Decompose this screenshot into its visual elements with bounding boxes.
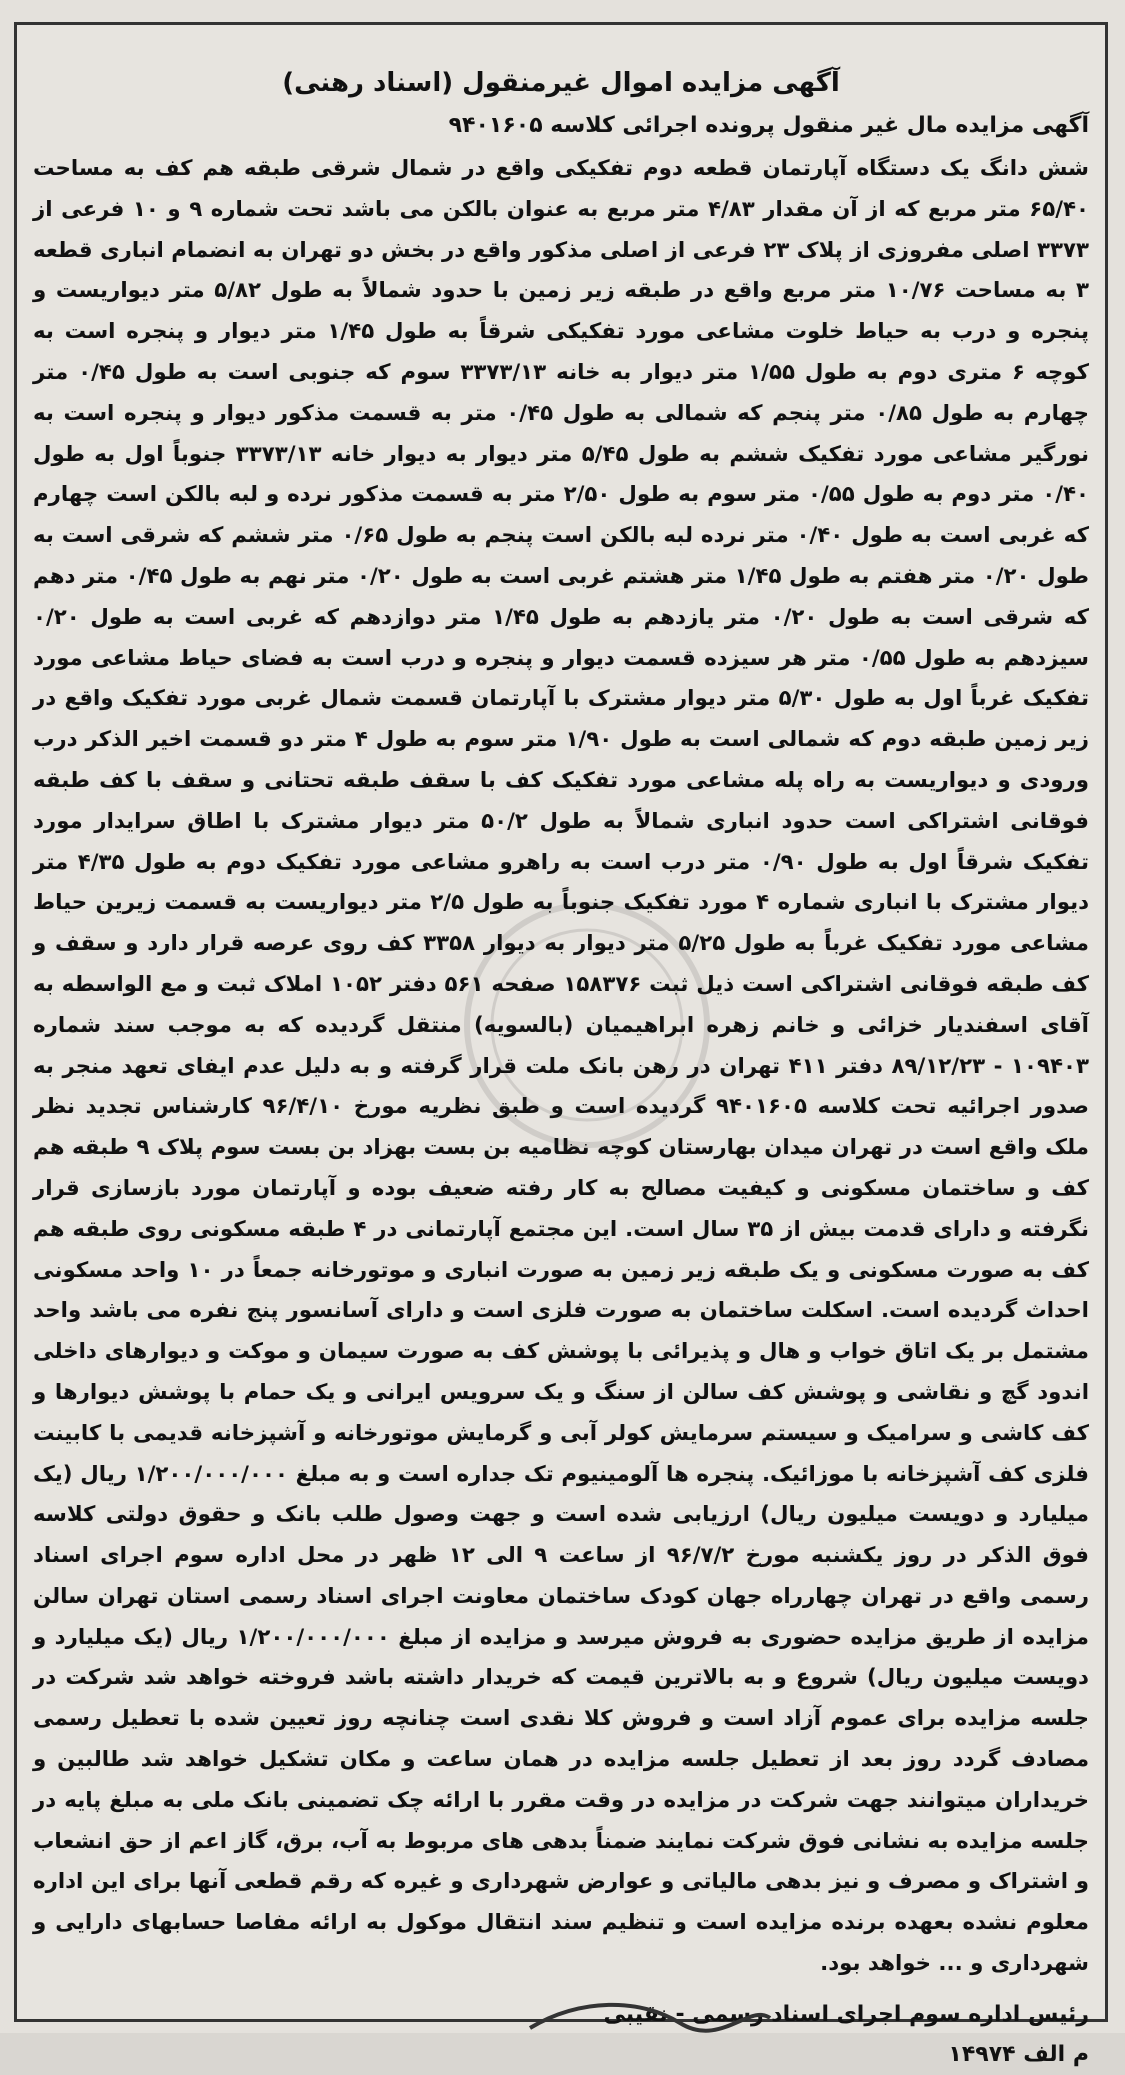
notice-body: شش دانگ یک دستگاه آپارتمان قطعه دوم تفکیکی واقع در شمال شرقی طبقه هم کف به مساحت ۶۵/۴۰ متر مربع که از آن مقدار ۴/۸۳ متر مربع به عنوان بالکن می باشد تحت شماره ۹ و ۱۰ فرعی از ۳۳۷۳ اصلی مفروزی از پلاک ۲۳ فرعی از اصلی مذکور واقع در بخش دو تهران به انضمام انباری قطعه ۳ به مساحت ۱۰/۷۶ متر مربع واقع در طبقه زیر زمین با حدود شمالاً به طول ۵/۸۲ متر دیواریست و پنجره و درب به حیاط خلوت مشاعی مورد تفکیکی شرقاً به طول ۱/۴۵ متر دیوار و پنجره است به کوچه ۶ متری دوم به طول ۱/۵۵ متر دیوار به خانه ۳۳۷۳/۱۳ سوم که جنوبی است به طول ۰/۴۵ متر چهارم به طول ۰/۸۵ متر پنجم که شمالی به طول ۰/۴۵ متر به قسمت مذکور دیوار و پنجره است به نورگیر مشاعی مورد تفکیک ششم به طول ۵/۴۵ متر دیوار به دیوار خانه ۳۳۷۳/۱۳ جنوباً اول به طول ۰/۴۰ متر دوم به طول ۰/۵۵ متر سوم به طول ۲/۵۰ متر به قسمت مذکور نرده و لبه بالکن است چهارم که غربی است به طول ۰/۴۰ متر نرده لبه بالکن است پنجم به طول ۰/۶۵ متر ششم که شرقی است به طول ۰/۲۰ متر هفتم به طول ۱/۴۵ متر هشتم غربی است به طول ۰/۲۰ متر نهم به طول ۰/۴۵ متر دهم که شرقی است به طول ۰/۲۰ متر یازدهم به طول ۱/۴۵ متر دوازدهم که غربی است به طول ۰/۲۰ سیزدهم به طول ۰/۵۵ متر هر سیزده قسمت دیوار و پنجره و درب است به فضای حیاط مشاعی مورد تفکیک غرباً اول به طول ۵/۳۰ متر دیوار مشترک با آپارتمان قسمت شمال غربی مورد تفکیک واقع در زیر زمین طبقه دوم که شمالی است به طول ۱/۹۰ متر سوم به طول ۴ متر دو قسمت اخیر الذکر درب ورودی و دیواریست به راه پله مشاعی مورد تفکیک کف با سقف طبقه تحتانی و سقف با کف طبقه فوقانی اشتراکی است حدود انباری شمالاً به طول ۵۰/۲ متر دیوار مشترک با اطاق سرایدار مورد تفکیک شرقاً اول به طول ۰/۹۰ متر درب است به راهرو مشاعی مورد تفکیک دوم به طول ۴/۳۵ متر دیوار مشترک با انباری شماره ۴ مورد تفکیک جنوباً به طول ۲/۵ متر دیواریست به قسمت زیرین حیاط مشاعی مورد تفکیک غرباً به طول ۵/۲۵ متر دیوار به دیوار ۳۳۵۸ کف روی عرصه قرار دارد و سقف و کف طبقه فوقانی اشتراکی است ذیل ثبت ۱۵۸۳۷۶ صفحه ۵۶۱ دفتر ۱۰۵۲ املاک ثبت و مع الواسطه به آقای اسفندیار خزائی و خانم زهره ابراهیمیان (بالسویه) منتقل گردیده که به موجب سند شماره ۱۰۹۴۰۳ - ۸۹/۱۲/۲۳ دفتر ۴۱۱ تهران در رهن بانک ملت قرار گرفته و به دلیل عدم ایفای تعهد منجر به صدور اجرائیه تحت کلاسه ۹۴۰۱۶۰۵ گردیده است و طبق نظریه مورخ ۹۶/۴/۱۰ کارشناس تجدید نظر ملک واقع است در تهران میدان بهارستان کوچه نظامیه بن بست بهزاد بن بست سوم پلاک ۹ طبقه هم کف و ساختمان مسکونی و کیفیت مصالح به کار رفته ضعیف بوده و آپارتمان مورد بازسازی قرار نگرفته و دارای قدمت بیش از ۳۵ سال است. این مجتمع آپارتمانی در ۴ طبقه مسکونی روی طبقه هم کف به صورت مسکونی و یک طبقه زیر زمین به صورت انباری و موتورخانه جمعاً در ۱۰ واحد مسکونی احداث گردیده است. اسکلت ساختمان به صورت فلزی است و دارای آسانسور پنج نفره می باشد واحد مشتمل بر یک اتاق خواب و هال و پذیرائی با پوشش کف به صورت سیمان و موکت و دیوارهای داخلی اندود گچ و نقاشی و پوشش کف سالن از سنگ و یک سرویس ایرانی و یک حمام با پوشش دیوارها و کف کاشی و سرامیک و سیستم سرمایش کولر آبی و گرمایش موتورخانه و آشپزخانه قدیمی با کابینت فلزی کف آشپزخانه با موزائیک. پنجره ها آلومینیوم تک جداره است و به مبلغ ۱/۲۰۰/۰۰۰/۰۰۰ ریال (یک میلیارد و دویست میلیون ریال) ارزیابی شده است و جهت وصول طلب بانک و حقوق دولتی کلاسه فوق الذکر در روز یکشنبه مورخ ۹۶/۷/۲ از ساعت ۹ الی ۱۲ ظهر در محل اداره سوم اجرای اسناد رسمی واقع در تهران چهارراه جهان کودک ساختمان معاونت اجرای اسناد رسمی استان تهران سالن مزایده از طریق مزایده حضوری به فروش میرسد و مزایده از مبلغ ۱/۲۰۰/۰۰۰/۰۰۰ ریال (یک میلیارد و دویست میلیون ریال) شروع و به بالاترین قیمت که خریدار داشته باشد فروخته خواهد شد شرکت در جلسه مزایده برای عموم آزاد است و فروش کلا نقدی است چنانچه روز تعیین شده با تعطیل رسمی مصادف گردد روز بعد از تعطیل جلسه مزایده در همان ساعت و مکان تشکیل خواهد شد طالبین و خریداران میتوانند جهت شرکت در مزایده در وقت مقرر با ارائه چک تضمینی بانک ملی به مبلغ پایه در جلسه مزایده به نشانی فوق شرکت نمایند ضمناً بدهی های مربوط به آب، برق، گاز اعم از حق انشعاب و اشتراک و مصرف و نیز بدهی مالیاتی و عوارض شهرداری و غیره که رقم قطعی آنها برای این اداره معلوم نشده بعهده برنده مزایده است و تنظیم سند انتقال موکول به ارائه مفاصا حسابهای دارایی و شهرداری و ... خواهد بود.: [33, 156, 1090, 1977]
signature-line: رئیس اداره سوم اجرای اسناد رسمی - نقیبی: [603, 2001, 1089, 2027]
notice-frame: [14, 22, 1108, 2067]
file-number-line: آگهی مزایده مال غیر منقول پرونده اجرائی کلاسه ۹۴۰۱۶۰۵: [448, 113, 1089, 138]
handwriting-mark: [520, 1993, 780, 2033]
notice-content: [33, 65, 1089, 2075]
notice-title: آگهی مزایده اموال غیرمنقول (اسناد رهنی): [282, 68, 840, 98]
reference-number: م الف ۱۴۹۷۴: [948, 2041, 1089, 2067]
